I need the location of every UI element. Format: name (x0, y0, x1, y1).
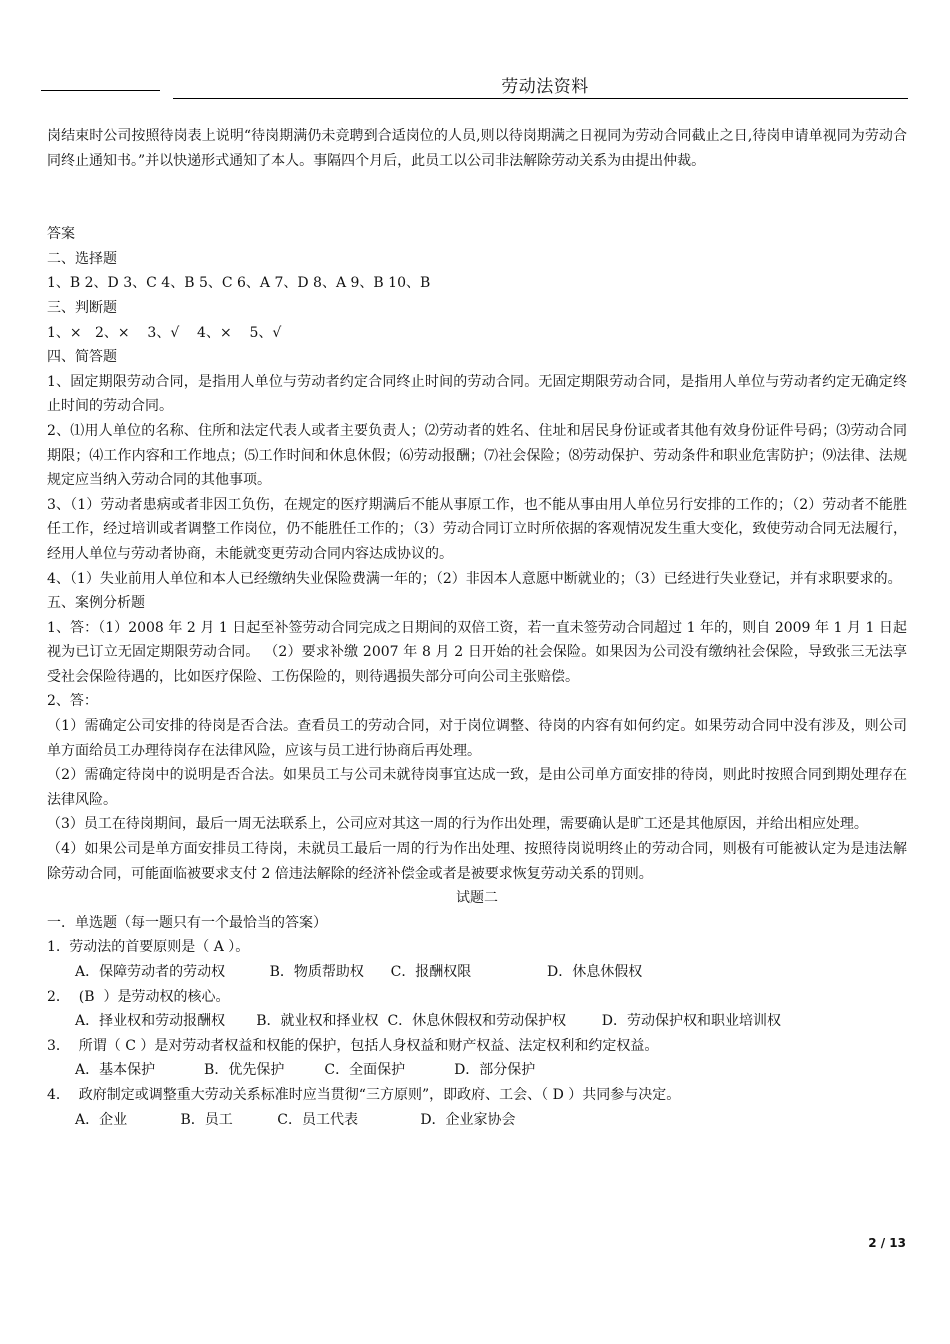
short-answer-2: 2、⑴用人单位的名称、住所和法定代表人或者主要负责人；⑵劳动者的姓名、住址和居民身份证或者其他有效身份证件号码；⑶劳动合同期限；⑷工作内容和工作地点；⑸工作时间和休息休假；⑹劳动报酬；⑺社会保险；⑻劳动保护、劳动条件和职业危害防护；⑼法律、法规规定应当纳入劳动合同的其他事项。 (47, 422, 907, 489)
question-2-options: A．择业权和劳动报酬权 B．就业权和择业权 C．休息休假权和劳动保护权 D．劳动保护权和职业培训权 (75, 1013, 781, 1030)
page-number: 2 / 13 (868, 1236, 906, 1250)
section-3-answers: 1、× 2、× 3、√ 4、× 5、√ (47, 324, 282, 341)
case-answer-2-point-1: （1）需确定公司安排的待岗是否合法。查看员工的劳动合同，对于岗位调整、待岗的内容有如何约定。如果劳动合同中没有涉及，则公司单方面给员工办理待岗存在法律风险，应该与员工进行协商后再处理。 (47, 718, 907, 759)
section-5-heading: 五、案例分析题 (47, 595, 145, 612)
question-3-options: A．基本保护 B．优先保护 C．全面保护 D．部分保护 (75, 1062, 536, 1079)
question-1-options: A．保障劳动者的劳动权 B．物质帮助权 C．报酬权限 D．休息休假权 (75, 964, 643, 980)
question-4: 4． 政府制定或调整重大劳动关系标准时应当贯彻“三方原则”，即政府、工会、（ D ）共同参与决定。 (47, 1086, 681, 1103)
short-answer-4: 4、（1）失业前用人单位和本人已经缴纳失业保险费满一年的；（2）非因本人意愿中断就业的；（3）已经进行失业登记，并有求职要求的。 (47, 570, 902, 587)
question-2: 2． (B ）是劳动权的核心。 (47, 988, 230, 1005)
exam-2-title: 试题二 (456, 890, 498, 907)
section-2-answers: 1、B 2、D 3、C 4、B 5、C 6、A 7、D 8、A 9、B 10、B (47, 275, 431, 292)
document-body (47, 124, 907, 1132)
answers-heading: 答案 (47, 226, 75, 243)
section-3-heading: 三、判断题 (47, 299, 117, 316)
header-rule-right (173, 98, 908, 99)
section-4-heading: 四、简答题 (47, 349, 117, 366)
question-3: 3． 所谓（ C ）是对劳动者权益和权能的保护，包括人身权益和财产权益、法定权利和约定权益。 (47, 1037, 659, 1054)
intro-paragraph: 岗结束时公司按照待岗表上说明“待岗期满仍未竞聘到合适岗位的人员,则以待岗期满之日视同为劳动合同截止之日,待岗申请单视同为劳动合同终止通知书。”并以快递形式通知了本人。事隔四个月后，此员工以公司非法解除劳动关系为由提出仲裁。 (47, 128, 907, 169)
question-1: 1. 劳动法的首要原则是（ A ）。 (47, 939, 250, 956)
case-answer-2-point-3: （3）员工在待岗期间，最后一周无法联系上，公司应对其这一周的行为作出处理，需要确认是旷工还是其他原因，并给出相应处理。 (47, 816, 868, 833)
section-2-heading: 二、选择题 (47, 250, 117, 267)
case-answer-2-point-4: （4）如果公司是单方面安排员工待岗，未就员工最后一周的行为作出处理、按照待岗说明终止的劳动合同，则极有可能被认定为是违法解除劳动合同，可能面临被要求支付 2 倍违法解除的经济补偿金或者是被要求恢复劳动关系的罚则。 (47, 841, 907, 882)
spacer (47, 173, 907, 222)
question-4-options: A．企业 B．员工 C．员工代表 D．企业家协会 (75, 1111, 516, 1128)
exam-2-section-heading: 一．单选题（每一题只有一个最恰当的答案） (47, 914, 327, 931)
case-answer-2-point-2: （2）需确定待岗中的说明是否合法。如果员工与公司未就待岗事宜达成一致，是由公司单方面安排的待岗，则此时按照合同到期处理存在法律风险。 (47, 767, 907, 808)
case-answer-1: 1、答：（1）2008 年 2 月 1 日起至补签劳动合同完成之日期间的双倍工资，若一直未签劳动合同超过 1 年的，则自 2009 年 1 月 1 日起视为已订立无固定期限劳动合同。 （2）要求补缴 2007 年 8 月 2 日开始的社会保险。如果因为公司没有缴纳社会保险，导致张三无法享受社会保险待遇的，比如医疗保险、工伤保险的，则待遇损失部分可向公司主张赔偿。 (47, 619, 907, 685)
short-answer-1: 1、固定期限劳动合同，是指用人单位与劳动者约定合同终止时间的劳动合同。无固定期限劳动合同，是指用人单位与劳动者约定无确定终止时间的劳动合同。 (47, 373, 907, 415)
short-answer-3: 3、（1）劳动者患病或者非因工负伤，在规定的医疗期满后不能从事原工作，也不能从事由用人单位另行安排的工作的；（2）劳动者不能胜任工作，经过培训或者调整工作岗位，仍不能胜任工作的；（3）劳动合同订立时所依据的客观情况发生重大变化，致使劳动合同无法履行，经用人单位与劳动者协商，未能就变更劳动合同内容达成协议的。 (47, 496, 907, 562)
case-answer-2-heading: 2、答： (47, 693, 98, 710)
page-header-title: 劳动法资料 (501, 77, 589, 97)
